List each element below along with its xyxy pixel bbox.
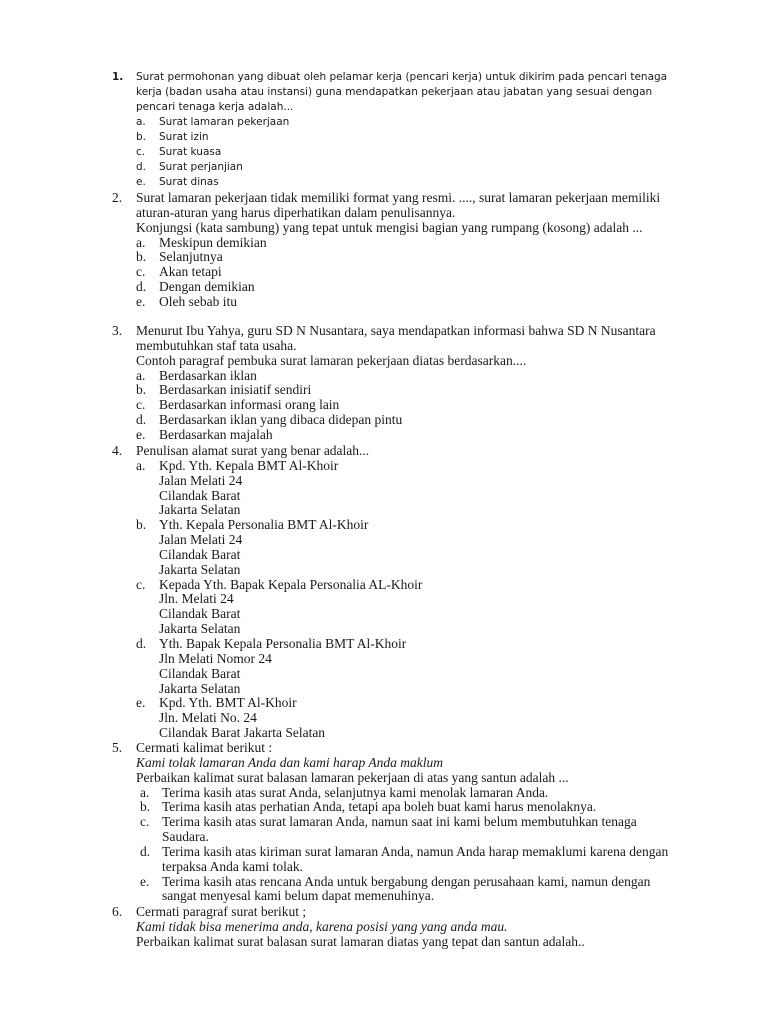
address-line: Jakarta Selatan [159, 502, 241, 518]
option-d [140, 845, 672, 875]
option-text: Berdasarkan inisiatif sendiri [159, 382, 312, 398]
address-block [159, 578, 672, 637]
question-2 [112, 191, 672, 310]
address-block [159, 696, 672, 741]
address-line: Jakarta Selatan [159, 621, 241, 637]
question-number: 4. [112, 443, 123, 458]
option-c [140, 815, 672, 845]
option-list [136, 459, 672, 741]
option-e [136, 696, 672, 741]
option-letter: b. [136, 131, 147, 143]
option-c [136, 265, 672, 280]
question-4 [112, 444, 672, 741]
option-a [136, 459, 672, 518]
option-list [136, 115, 672, 190]
option-e [140, 875, 672, 905]
question-text: Penulisan alamat surat yang benar adalah... [136, 443, 370, 458]
question-text: Surat lamaran pekerjaan tidak memiliki format yang resmi. ...., surat lamaran pekerjaan memiliki aturan-aturan yang harus diperhatikan dalam penulisannya. [136, 190, 661, 220]
question-1 [112, 70, 672, 190]
question-text: Surat permohonan yang dibuat oleh pelamar kerja (pencari kerja) untuk dikirim pada pencari tenaga kerja (badan usaha atau instansi) guna mendapatkan pekerjaan atau jabatan yang sesuai dengan pencari tenaga kerja adalah... [136, 71, 668, 113]
option-a [136, 369, 672, 384]
option-text: Surat izin [159, 131, 209, 143]
question-number: 5. [112, 740, 123, 755]
option-letter: d. [140, 843, 151, 859]
address-line: Jakarta Selatan [159, 561, 241, 577]
option-list [136, 236, 672, 310]
address-line: Yth. Kepala Personalia BMT Al-Khoir [159, 517, 369, 533]
option-letter: c. [136, 397, 146, 413]
option-b [136, 518, 672, 577]
address-line: Cilandak Barat [159, 606, 241, 622]
option-e [136, 428, 672, 443]
option-text: Surat lamaran pekerjaan [159, 116, 290, 128]
option-text: Berdasarkan iklan yang dibaca didepan pintu [159, 412, 403, 428]
option-text: Meskipun demikian [159, 234, 267, 250]
option-letter: d. [136, 279, 147, 295]
address-line: Jalan Melati 24 [159, 532, 243, 548]
option-text: Terima kasih atas rencana Anda untuk bergabung dengan perusahaan kami, namun dengan sangat menyesal kami belum dapat memenuhinya. [162, 873, 651, 904]
question-prompt: Perbaikan kalimat surat balasan surat lamaran diatas yang tepat dan santun adalah.. [136, 933, 585, 949]
option-letter: d. [136, 635, 147, 651]
option-e [136, 295, 672, 310]
question-text: Cermati paragraf surat berikut ; [136, 904, 307, 919]
address-block [159, 459, 672, 518]
option-text: Surat dinas [159, 176, 219, 188]
address-line: Jakarta Selatan [159, 680, 241, 696]
option-letter: e. [140, 873, 150, 889]
address-block [159, 637, 672, 696]
option-letter: e. [136, 426, 146, 442]
option-b [140, 800, 672, 815]
option-letter: e. [136, 293, 146, 309]
address-line: Jln. Melati No. 24 [159, 710, 257, 726]
option-letter: d. [136, 161, 147, 173]
address-line: Cilandak Barat [159, 546, 241, 562]
question-text: Menurut Ibu Yahya, guru SD N Nusantara, saya mendapatkan informasi bahwa SD N Nusantara membutuhkan staf tata usaha. [136, 323, 656, 353]
option-d [136, 280, 672, 295]
option-text: Surat perjanjian [159, 161, 243, 173]
option-text: Berdasarkan majalah [159, 426, 273, 442]
address-block [159, 518, 672, 577]
option-letter: b. [136, 249, 147, 265]
address-line: Jln Melati Nomor 24 [159, 650, 272, 666]
option-e [136, 175, 672, 190]
address-line: Jalan Melati 24 [159, 472, 243, 488]
option-c [136, 578, 672, 637]
option-text: Oleh sebab itu [159, 293, 237, 309]
option-text: Berdasarkan iklan [159, 367, 257, 383]
quoted-sentence: Kami tolak lamaran Anda dan kami harap Anda maklum [136, 754, 443, 770]
address-line: Kpd. Yth. Kepala BMT Al-Khoir [159, 457, 339, 473]
question-5 [112, 741, 672, 904]
option-b [136, 130, 672, 145]
option-letter: e. [136, 176, 146, 188]
question-prompt: Contoh paragraf pembuka surat lamaran pekerjaan diatas berdasarkan.... [136, 352, 527, 368]
option-text: Terima kasih atas kiriman surat lamaran Anda, namun Anda harap memaklumi karena dengan terpaksa Anda kami tolak. [162, 843, 669, 874]
question-text: Cermati kalimat berikut : [136, 740, 273, 755]
question-3 [112, 324, 672, 443]
question-number: 2. [112, 190, 123, 205]
option-letter: a. [136, 457, 146, 473]
option-a [140, 786, 672, 801]
question-number: 1. [112, 71, 124, 83]
option-a [136, 115, 672, 130]
option-text: Dengan demikian [159, 279, 255, 295]
option-text: Berdasarkan informasi orang lain [159, 397, 340, 413]
option-b [136, 250, 672, 265]
question-6 [112, 905, 672, 950]
option-letter: d. [136, 412, 147, 428]
option-letter: a. [140, 784, 150, 800]
option-d [136, 413, 672, 428]
option-letter: b. [140, 799, 151, 815]
address-line: Cilandak Barat [159, 665, 241, 681]
option-text: Terima kasih atas surat Anda, selanjutnya kami menolak lamaran Anda. [162, 784, 549, 800]
option-letter: c. [136, 576, 146, 592]
address-line: Kpd. Yth. BMT Al-Khoir [159, 695, 297, 711]
address-line: Kepada Yth. Bapak Kepala Personalia AL-Khoir [159, 576, 423, 592]
option-a [136, 236, 672, 251]
option-letter: a. [136, 116, 146, 128]
option-letter: a. [136, 367, 146, 383]
address-line: Cilandak Barat [159, 487, 241, 503]
option-letter: b. [136, 382, 147, 398]
option-letter: a. [136, 234, 146, 250]
option-c [136, 145, 672, 160]
option-list [136, 786, 672, 905]
option-text: Akan tetapi [159, 264, 222, 280]
address-line: Cilandak Barat Jakarta Selatan [159, 725, 326, 741]
option-text: Selanjutnya [159, 249, 223, 265]
option-text: Terima kasih atas surat lamaran Anda, namun saat ini kami belum membutuhkan tenaga Saudara. [162, 814, 637, 845]
option-letter: e. [136, 695, 146, 711]
question-prompt: Perbaikan kalimat surat balasan lamaran pekerjaan di atas yang santun adalah ... [136, 769, 569, 785]
question-number: 3. [112, 323, 123, 338]
quoted-sentence: Kami tidak bisa menerima anda, karena posisi yang yang anda mau. [136, 918, 508, 934]
option-letter: c. [140, 814, 150, 830]
option-b [136, 383, 672, 398]
address-line: Yth. Bapak Kepala Personalia BMT Al-Khoir [159, 635, 407, 651]
option-letter: b. [136, 517, 147, 533]
option-c [136, 398, 672, 413]
option-d [136, 160, 672, 175]
option-text: Terima kasih atas perhatian Anda, tetapi apa boleh buat kami harus menolaknya. [162, 799, 597, 815]
option-list [136, 369, 672, 443]
question-number: 6. [112, 904, 123, 919]
option-letter: c. [136, 264, 146, 280]
option-d [136, 637, 672, 696]
option-text: Surat kuasa [159, 146, 222, 158]
option-letter: c. [136, 146, 146, 158]
address-line: Jln. Melati 24 [159, 591, 234, 607]
question-prompt: Konjungsi (kata sambung) yang tepat untuk mengisi bagian yang rumpang (kosong) adalah ... [136, 219, 643, 235]
